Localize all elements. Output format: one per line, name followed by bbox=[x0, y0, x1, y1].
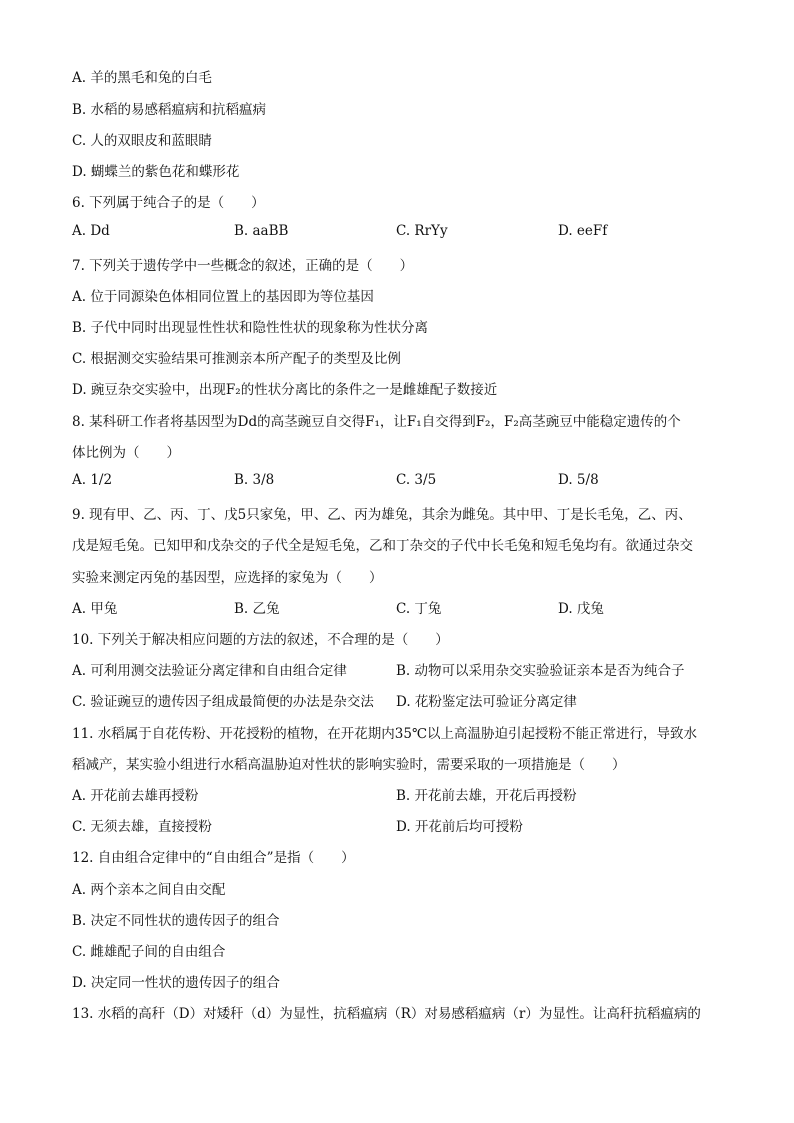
options-row bbox=[72, 690, 732, 710]
text-line: B. 水稻的易感稻瘟病和抗稻瘟病 bbox=[72, 102, 267, 118]
question-12: 12. 自由组合定律中的“自由组合”是指（ ） bbox=[72, 850, 355, 866]
text-line: B. 子代中同时出现显性性状和隐性性状的现象称为性状分离 bbox=[72, 320, 429, 336]
question-6: 6. 下列属于纯合子的是（ ） bbox=[72, 195, 265, 211]
options-row bbox=[72, 659, 732, 679]
option-c: C. 无须去雄，直接授粉 bbox=[72, 819, 212, 835]
text-line: C. 雌雄配子间的自由组合 bbox=[72, 944, 226, 960]
question-10: 10. 下列关于解决相应问题的方法的叙述，不合理的是（ ） bbox=[72, 632, 449, 648]
text-line: C. 人的双眼皮和蓝眼睛 bbox=[72, 133, 212, 149]
option-b: B. 3/8 bbox=[234, 472, 275, 488]
option-b: B. 乙兔 bbox=[234, 601, 280, 617]
text-line: 戊是短毛兔。已知甲和戊杂交的子代全是短毛兔，乙和丁杂交的子代中长毛兔和短毛兔均有。欲通过杂交 bbox=[72, 538, 693, 554]
question-11: 11. 水稻属于自花传粉、开花授粉的植物，在开花期内35℃以上高温胁迫引起授粉不能正常进行，导致水 bbox=[72, 726, 698, 742]
option-d: D. 开花前后均可授粉 bbox=[396, 819, 523, 835]
options-row bbox=[72, 815, 732, 835]
option-b: B. 动物可以采用杂交实验验证亲本是否为纯合子 bbox=[396, 663, 685, 679]
question-8: 8. 某科研工作者将基因型为Dd的高茎豌豆自交得F₁，让F₁自交得到F₂，F₂高茎豌豆中能稳定遗传的个 bbox=[72, 414, 681, 430]
options-row bbox=[72, 472, 732, 488]
question-7: 7. 下列关于遗传学中一些概念的叙述，正确的是（ ） bbox=[72, 258, 414, 274]
options-row bbox=[72, 784, 732, 804]
option-a: A. Dd bbox=[72, 223, 110, 239]
option-b: B. 开花前去雄，开花后再授粉 bbox=[396, 788, 577, 804]
option-a: A. 开花前去雄再授粉 bbox=[72, 788, 199, 804]
option-b: B. aaBB bbox=[234, 223, 289, 239]
text-line: D. 决定同一性状的遗传因子的组合 bbox=[72, 975, 280, 991]
options-row bbox=[72, 223, 732, 239]
option-d: D. eeFf bbox=[558, 223, 608, 239]
option-d: D. 花粉鉴定法可验证分离定律 bbox=[396, 694, 577, 710]
text-line: 实验来测定丙兔的基因型，应选择的家兔为（ ） bbox=[72, 570, 383, 586]
option-a: A. 可利用测交法验证分离定律和自由组合定律 bbox=[72, 663, 347, 679]
text-line: 稻减产，某实验小组进行水稻高温胁迫对性状的影响实验时，需要采取的一项措施是（ ） bbox=[72, 757, 626, 773]
option-d: D. 戊兔 bbox=[558, 601, 604, 617]
option-c: C. RrYy bbox=[396, 223, 448, 239]
text-line: B. 决定不同性状的遗传因子的组合 bbox=[72, 913, 280, 929]
option-c: C. 丁兔 bbox=[396, 601, 442, 617]
text-line: A. 羊的黑毛和兔的白毛 bbox=[72, 70, 212, 86]
question-9: 9. 现有甲、乙、丙、丁、戊5只家兔，甲、乙、丙为雄兔，其余为雌兔。其中甲、丁是长毛兔，乙、丙、 bbox=[72, 507, 692, 523]
text-line: A. 两个亲本之间自由交配 bbox=[72, 882, 226, 898]
text-line: C. 根据测交实验结果可推测亲本所产配子的类型及比例 bbox=[72, 351, 401, 367]
text-line: D. 豌豆杂交实验中，出现F₂的性状分离比的条件之一是雌雄配子数接近 bbox=[72, 382, 498, 398]
option-d: D. 5/8 bbox=[558, 472, 599, 488]
option-a: A. 1/2 bbox=[72, 472, 113, 488]
option-c: C. 验证豌豆的遗传因子组成最简便的办法是杂交法 bbox=[72, 694, 374, 710]
question-13: 13. 水稻的高秆（D）对矮秆（d）为显性，抗稻瘟病（R）对易感稻瘟病（r）为显性。让高秆抗稻瘟病的 bbox=[72, 1006, 701, 1022]
text-line: 体比例为（ ） bbox=[72, 445, 180, 461]
text-line: A. 位于同源染色体相同位置上的基因即为等位基因 bbox=[72, 289, 374, 305]
options-row bbox=[72, 597, 732, 617]
option-c: C. 3/5 bbox=[396, 472, 437, 488]
text-line: D. 蝴蝶兰的紫色花和蝶形花 bbox=[72, 164, 240, 180]
option-a: A. 甲兔 bbox=[72, 601, 118, 617]
